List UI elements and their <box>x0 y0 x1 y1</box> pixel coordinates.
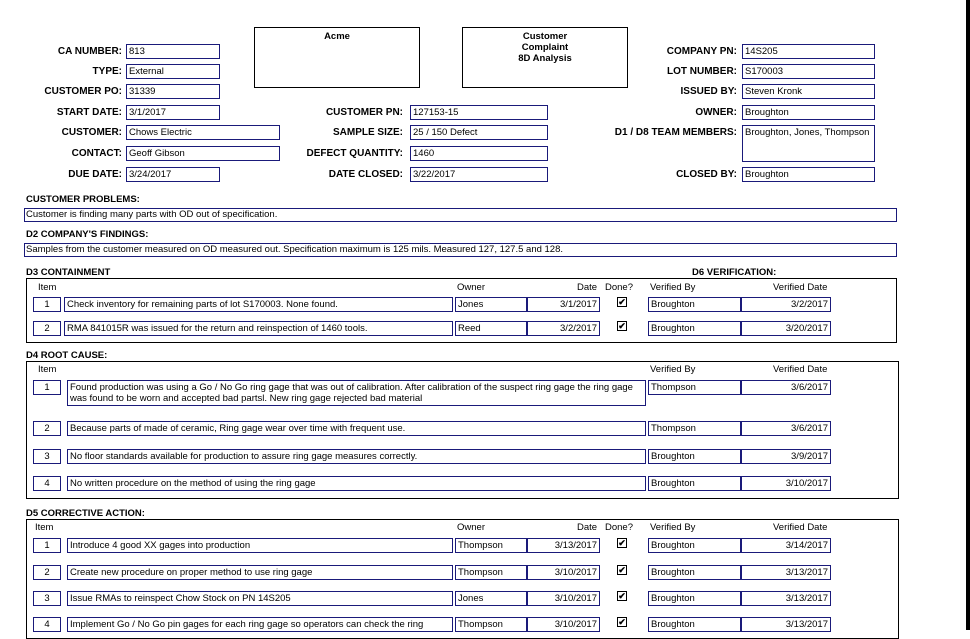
d5-row-verified-date[interactable]: 3/13/2017 <box>741 591 831 606</box>
d4-row-item: 3 <box>33 449 61 464</box>
d3-header-owner: Owner <box>457 282 485 293</box>
customer-problems-field[interactable]: Customer is finding many parts with OD out of specification. <box>24 208 897 222</box>
customer-pn-field[interactable]: 127153-15 <box>410 105 548 120</box>
d5-row-text[interactable]: Introduce 4 good XX gages into production <box>67 538 453 553</box>
d4-row-item: 1 <box>33 380 61 395</box>
d4-header-verified-date: Verified Date <box>773 364 828 375</box>
d4-row-verified-date[interactable]: 3/6/2017 <box>741 380 831 395</box>
closed-by-label: CLOSED BY: <box>676 169 737 180</box>
d3-row-text[interactable]: RMA 841015R was issued for the return and reinspection of 1460 tools. <box>64 321 453 336</box>
d4-header-item: Item <box>38 364 57 375</box>
customer-label: CUSTOMER: <box>61 127 122 138</box>
d4-row-text[interactable]: No floor standards available for production to assure ring gage measures correctly. <box>67 449 646 464</box>
d4-row-verified-date[interactable]: 3/9/2017 <box>741 449 831 464</box>
d3-row-verified-date[interactable]: 3/2/2017 <box>741 297 831 312</box>
d5-row-text[interactable]: Implement Go / No Go pin gages for each ring gage so operators can check the ring <box>67 617 453 632</box>
team-members-label: D1 / D8 TEAM MEMBERS: <box>614 127 737 138</box>
date-closed-label: DATE CLOSED: <box>328 169 403 180</box>
d3-header-verified-by: Verified By <box>650 282 696 293</box>
d5-header-done: Done? <box>605 522 633 533</box>
customer-po-field[interactable]: 31339 <box>126 84 220 99</box>
d5-row-done-checkbox[interactable]: ✔ <box>618 591 626 601</box>
start-date-label: START DATE: <box>56 107 122 118</box>
d5-row-owner[interactable]: Thompson <box>455 538 527 553</box>
d5-row-owner[interactable]: Thompson <box>455 565 527 580</box>
d5-header-verified-by: Verified By <box>650 522 696 533</box>
d4-row-text[interactable]: Because parts of made of ceramic, Ring gage wear over time with frequent use. <box>67 421 646 436</box>
d3-row-verified-date[interactable]: 3/20/2017 <box>741 321 831 336</box>
d5-header-item: Item <box>35 522 54 533</box>
d3-row-owner[interactable]: Jones <box>455 297 527 312</box>
sample-size-field[interactable]: 25 / 150 Defect <box>410 125 548 140</box>
d3-header-date: Date <box>577 282 598 293</box>
d5-row-date[interactable]: 3/10/2017 <box>527 565 600 580</box>
owner-label: OWNER: <box>695 107 737 118</box>
doc-title-line-1: Customer <box>522 31 568 42</box>
company-title-box <box>254 27 420 88</box>
d5-row-verified-by[interactable]: Broughton <box>648 591 741 606</box>
ca-number-label: CA NUMBER: <box>57 46 122 57</box>
d4-row-item: 4 <box>33 476 61 491</box>
d5-row-date[interactable]: 3/10/2017 <box>527 617 600 632</box>
d4-row-verified-by[interactable]: Thompson <box>648 421 741 436</box>
team-members-field[interactable]: Broughton, Jones, Thompson <box>742 125 875 162</box>
d3-row-item: 1 <box>33 297 61 312</box>
d3-header-item: Item <box>38 282 57 293</box>
d3-row-done-checkbox[interactable]: ✔ <box>618 297 626 307</box>
d3-row-verified-by[interactable]: Broughton <box>648 297 741 312</box>
d5-row-item: 3 <box>33 591 61 606</box>
d5-row-done-checkbox[interactable]: ✔ <box>618 617 626 627</box>
d4-row-verified-by[interactable]: Broughton <box>648 476 741 491</box>
d4-row-verified-date[interactable]: 3/10/2017 <box>741 476 831 491</box>
customer-pn-label: CUSTOMER PN: <box>325 107 403 118</box>
d3-header-verified-date: Verified Date <box>773 282 828 293</box>
company-name: Acme <box>324 31 350 42</box>
customer-field[interactable]: Chows Electric <box>126 125 280 140</box>
d3-row-text[interactable]: Check inventory for remaining parts of lot S170003. None found. <box>64 297 453 312</box>
d4-row-text[interactable]: Found production was using a Go / No Go ring gage that was out of calibration. After calibration of the suspect ring gage the ring gage was found to be worn and accepted bad partsl. New ring gage rejected bad material <box>67 380 646 406</box>
contact-label: CONTACT: <box>71 148 122 159</box>
due-date-field[interactable]: 3/24/2017 <box>126 167 220 182</box>
lot-number-field[interactable]: S170003 <box>742 64 875 79</box>
d4-row-item: 2 <box>33 421 61 436</box>
d5-row-item: 1 <box>33 538 61 553</box>
sample-size-label: SAMPLE SIZE: <box>332 127 403 138</box>
d3-header-done: Done? <box>605 282 633 293</box>
d3-row-date[interactable]: 3/2/2017 <box>527 321 600 336</box>
d3-row-owner[interactable]: Reed <box>455 321 527 336</box>
d5-row-verified-date[interactable]: 3/14/2017 <box>741 538 831 553</box>
d4-row-verified-by[interactable]: Thompson <box>648 380 741 395</box>
d4-row-text[interactable]: No written procedure on the method of using the ring gage <box>67 476 646 491</box>
d5-row-text[interactable]: Issue RMAs to reinspect Chow Stock on PN 14S205 <box>67 591 453 606</box>
d3-row-date[interactable]: 3/1/2017 <box>527 297 600 312</box>
d3-row-done-checkbox[interactable]: ✔ <box>618 321 626 331</box>
type-label: TYPE: <box>92 66 122 77</box>
d3-row-item: 2 <box>33 321 61 336</box>
d5-row-verified-date[interactable]: 3/13/2017 <box>741 617 831 632</box>
d5-row-date[interactable]: 3/13/2017 <box>527 538 600 553</box>
d5-row-verified-by[interactable]: Broughton <box>648 565 741 580</box>
d3-containment-title: D3 CONTAINMENT <box>26 267 111 278</box>
d6-verification-title: D6 VERIFICATION: <box>692 267 777 278</box>
d5-row-verified-by[interactable]: Broughton <box>648 538 741 553</box>
lot-number-label: LOT NUMBER: <box>667 66 737 77</box>
company-pn-field[interactable]: 14S205 <box>742 44 875 59</box>
d5-row-owner[interactable]: Jones <box>455 591 527 606</box>
window-edge <box>966 0 970 630</box>
d5-row-done-checkbox[interactable]: ✔ <box>618 538 626 548</box>
d4-row-verified-date[interactable]: 3/6/2017 <box>741 421 831 436</box>
closed-by-field[interactable]: Broughton <box>742 167 875 182</box>
d5-row-verified-date[interactable]: 3/13/2017 <box>741 565 831 580</box>
date-closed-field[interactable]: 3/22/2017 <box>410 167 548 182</box>
issued-by-field[interactable]: Steven Kronk <box>742 84 875 99</box>
type-field[interactable]: External <box>126 64 220 79</box>
doc-title-line-2: Complaint <box>521 42 569 53</box>
d5-row-item: 2 <box>33 565 61 580</box>
d5-row-verified-by[interactable]: Broughton <box>648 617 741 632</box>
d5-row-owner[interactable]: Thompson <box>455 617 527 632</box>
doc-title-line-3: 8D Analysis <box>518 53 572 64</box>
customer-po-label: CUSTOMER PO: <box>44 86 122 97</box>
ca-number-field[interactable]: 813 <box>126 44 220 59</box>
d5-header-date: Date <box>577 522 598 533</box>
customer-problems-title: CUSTOMER PROBLEMS: <box>26 194 140 205</box>
start-date-field[interactable]: 3/1/2017 <box>126 105 220 120</box>
d5-row-date[interactable]: 3/10/2017 <box>527 591 600 606</box>
d5-corrective-action-title: D5 CORRECTIVE ACTION: <box>26 508 145 519</box>
d4-header-verified-by: Verified By <box>650 364 696 375</box>
d4-root-cause-title: D4 ROOT CAUSE: <box>26 350 108 361</box>
owner-field[interactable]: Broughton <box>742 105 875 120</box>
due-date-label: DUE DATE: <box>68 169 122 180</box>
d2-findings-title: D2 COMPANY'S FINDINGS: <box>26 229 149 240</box>
defect-quantity-field[interactable]: 1460 <box>410 146 548 161</box>
issued-by-label: ISSUED BY: <box>680 86 737 97</box>
contact-field[interactable]: Geoff Gibson <box>126 146 280 161</box>
defect-quantity-label: DEFECT QUANTITY: <box>306 148 403 159</box>
d4-row-verified-by[interactable]: Broughton <box>648 449 741 464</box>
d3-row-verified-by[interactable]: Broughton <box>648 321 741 336</box>
d5-row-item: 4 <box>33 617 61 632</box>
d5-header-verified-date: Verified Date <box>773 522 828 533</box>
d5-header-owner: Owner <box>457 522 485 533</box>
company-pn-label: COMPANY PN: <box>666 46 737 57</box>
d5-row-text[interactable]: Create new procedure on proper method to use ring gage <box>67 565 453 580</box>
document-title-box <box>462 27 628 88</box>
d2-findings-field[interactable]: Samples from the customer measured on OD measured out. Specification maximum is 125 mils. Measured 127, 127.5 and 128. <box>24 243 897 257</box>
d5-row-done-checkbox[interactable]: ✔ <box>618 565 626 575</box>
